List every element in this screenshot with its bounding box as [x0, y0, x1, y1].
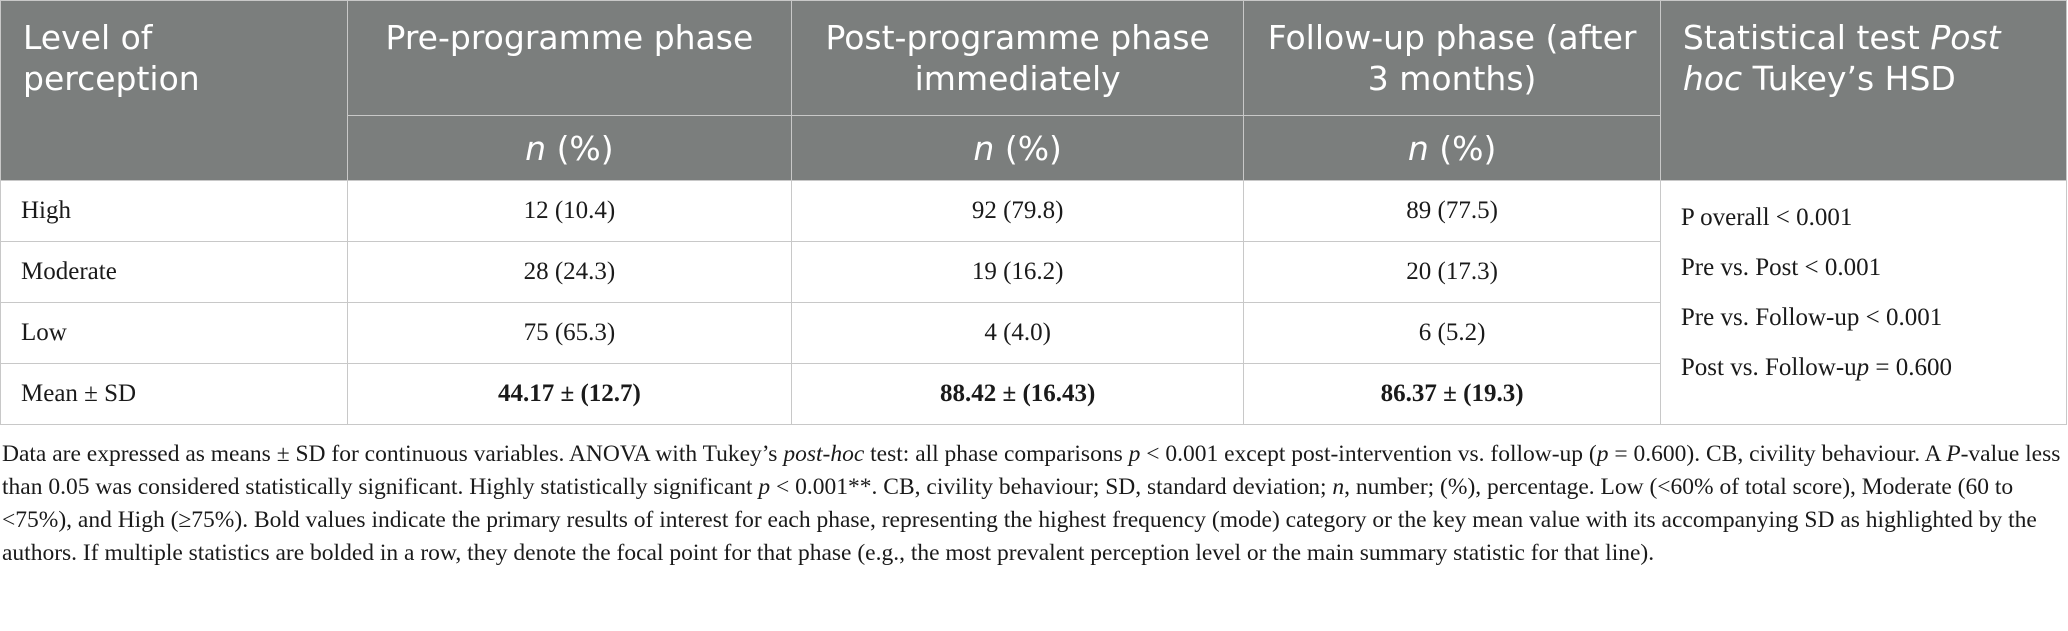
header-follow-up: Follow-up phase (after 3 months): [1244, 1, 1661, 116]
cell-pre: 75 (65.3): [347, 303, 791, 364]
cell-post: 4 (4.0): [792, 303, 1244, 364]
cell-post: 19 (16.2): [792, 242, 1244, 303]
cell-follow: 86.37 ± (19.3): [1244, 364, 1661, 425]
header-pre-programme: Pre-programme phase: [347, 1, 791, 116]
cell-pre: 28 (24.3): [347, 242, 791, 303]
cell-post: 88.42 ± (16.43): [792, 364, 1244, 425]
table-row-high: [1, 181, 2067, 242]
header-row: [1, 1, 2067, 116]
stat-post-vs-follow: Post vs. Follow-up = 0.600: [1680, 354, 1952, 381]
subheader-pre: n (%): [347, 116, 791, 181]
subheader-post: n (%): [792, 116, 1244, 181]
statistical-test-cell: [1660, 181, 2066, 425]
row-label: High: [1, 181, 348, 242]
cell-pre: 44.17 ± (12.7): [347, 364, 791, 425]
header-statistical-test: Statistical test Post hoc Tukey’s HSD: [1660, 1, 2066, 181]
subheader-follow: n (%): [1244, 116, 1661, 181]
stat-overall: P overall < 0.001: [1680, 204, 1853, 231]
header-level-of-perception: Level of perception: [1, 1, 348, 181]
footnote-text: Data are expressed as means ± SD for continuous variables. ANOVA with Tukey’s post-hoc test: all phase comparisons p < 0.001 except post-intervention vs. follow-up (p = 0.600). CB, civility behaviour. A P-value less than 0.05 was considered statistically significant. Highly statistically significant p < 0.001**. CB, civility behaviour; SD, standard deviation; n, number; (%), percentage. Low (<60% of total score), Moderate (60 to <75%), and High (≥75%). Bold values indicate the primary results of interest for each phase, representing the highest frequency (mode) category or the key mean value with its accompanying SD as highlighted by the authors. If multiple statistics are bolded in a row, they denote the focal point for that phase (e.g., the most prevalent perception level or the main summary statistic for that line).: [2, 441, 2061, 566]
stat-pre-vs-follow: Pre vs. Follow-up < 0.001: [1680, 304, 1943, 331]
cell-follow: 6 (5.2): [1244, 303, 1661, 364]
table-footnote: [2, 438, 2062, 570]
cell-post: 92 (79.8): [792, 181, 1244, 242]
row-label: Mean ± SD: [1, 364, 348, 425]
row-label: Low: [1, 303, 348, 364]
stat-pre-vs-post: Pre vs. Post < 0.001: [1680, 254, 1882, 281]
header-post-programme: Post-programme phase immediately: [792, 1, 1244, 116]
cell-follow: 89 (77.5): [1244, 181, 1661, 242]
cell-follow: 20 (17.3): [1244, 242, 1661, 303]
row-label: Moderate: [1, 242, 348, 303]
cell-pre: 12 (10.4): [347, 181, 791, 242]
